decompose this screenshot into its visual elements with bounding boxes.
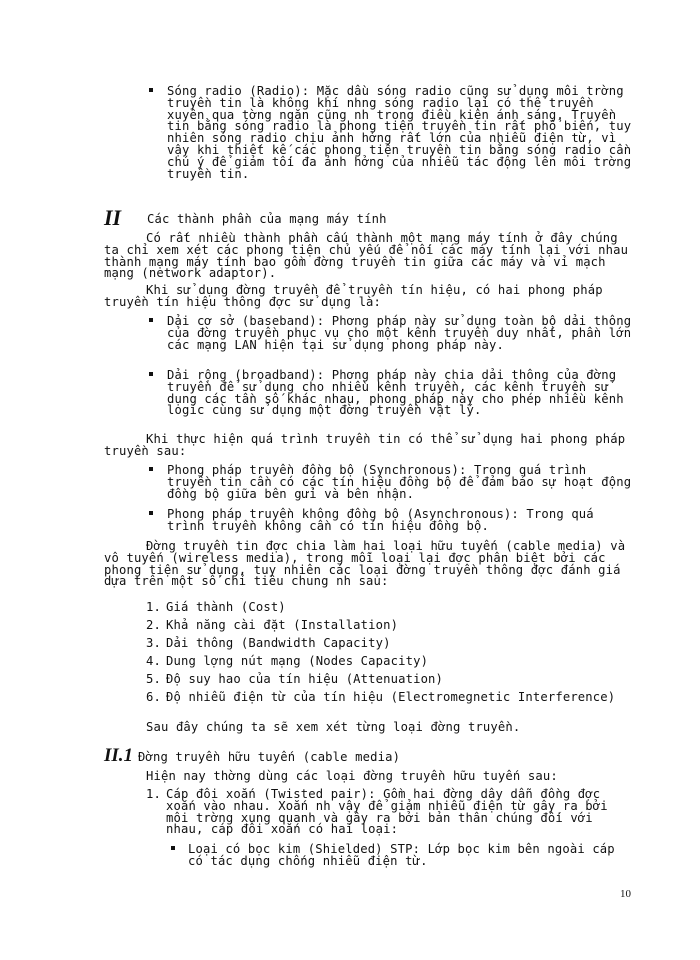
paragraph: Khi thực hiện quá trình truyền tin có thể sử dụng hai phong pháp truyền sau: [104,432,633,458]
radio-paragraph: Sóng radio (Radio): Mặc dầu sóng radio cũng sử dụng môi trờng truyền tin là không khí nhng sóng radio lại có thể truyền xuyên qua tờng ngăn cũng nh trong điều kiện ánh sáng. Truyền tin bằng sóng radio là phong tiện truyền tin rất phổ biến, tuy nhiên sóng radio chịu ảnh hởng rất lớn của nhiễu điện từ, vì vậy khi thiết kế các phong tiện truyền tin bằng sóng radio cần chú ý để giảm tối đa ảnh hởng của nhiễu tác động lên môi trờng truyền tin. [167,84,639,181]
paragraph: Sau đây chúng ta sẽ xem xét từng loại đờng truyền. [146,720,521,734]
stp-bullet: Loại có bọc kim (Shielded) STP: Lớp bọc kim bên ngoài cáp có tác dụng chống nhiễu điện từ. [188,842,623,868]
list-number: 1. [146,787,161,801]
synchronous-bullet: Phong pháp truyền đồng bộ (Synchronous): Trong quá trình truyền tin cần có các tín hiệu đồng bộ để đảm bảo sự hoạt động đồng bộ giữa bên gửi và bên nhận. [167,463,639,501]
bullet-icon [149,511,153,515]
list-number: 2. [146,618,161,632]
list-item [146,692,637,722]
twisted-pair-item: Cáp đôi xoắn (Twisted pair): Gồm hai đờng dây dẫn đồng đợc xoắn vào nhau. Xoắn nh vậy để giảm nhiễu điện từ gây ra bởi môi trờng xung quanh và gây ra bởi bản thân chúng đối với nhau, cáp đôi xoắn có hai loại: [166,787,616,837]
list-text: Dung lợng nút mạng (Nodes Capacity) [166,654,429,668]
bullet-icon [149,318,153,322]
list-text: Độ suy hao của tín hiệu (Attenuation) [166,672,444,686]
bullet-icon [149,467,153,471]
asynchronous-bullet: Phong pháp truyền không đồng bộ (Asynchronous): Trong quá trình truyền không cần có tín hiệu đồng bộ. [167,507,602,533]
list-text: Khả năng cài đặt (Installation) [166,618,399,632]
list-number: 4. [146,654,161,668]
list-number: 1. [146,600,161,614]
bullet-icon [149,88,153,92]
list-text: Giá thành (Cost) [166,600,286,614]
list-text: Độ nhiễu điện từ của tín hiệu (Electromegnetic Interference) [166,690,616,704]
list-number: 3. [146,636,161,650]
list-number: 6. [146,690,161,704]
bullet-icon [149,372,153,376]
paragraph: Hiện nay thờng dùng các loại đờng truyền hữu tuyến sau: [146,769,558,783]
subsection-title: Đờng truyền hữu tuyến (cable media) [138,750,401,764]
subsection-number: II.1 [104,745,134,766]
list-text: Dải thông (Bandwidth Capacity) [166,636,391,650]
criteria-list [146,602,637,722]
baseband-bullet: Dải cơ sở (baseband): Phơng pháp này sử dụng toàn bộ dải thông của đờng truyền phục vụ cho một kênh truyền duy nhất, phần lớn các mạng LAN hiện tại sử dụng phong pháp này. [167,314,639,352]
page-number: 10 [620,888,631,900]
section-number: II [104,205,122,230]
paragraph: Có rất nhiều thành phần cấu thành một mạng máy tính ở đây chúng ta chỉ xem xét các phong tiện chủ yếu để nối các máy tính lại với nhau thành mạng máy tính bao gồm đờng truyền tin giữa các máy và vỉ mạch mạng (network adaptor). [104,231,636,281]
section-title: Các thành phần của mạng máy tính [147,212,387,226]
paragraph: Đờng truyền tin đợc chia làm hai loại hữu tuyến (cable media) và vô tuyến (wireless media), trong mỗi loại lại đợc phân biệt bởi các phong tiện sử dụng, tuy nhiên các loại đờng truyền thông đợc đánh giá dựa trên một số chỉ tiêu chung nh sau: [104,539,633,589]
paragraph: Khi sử dụng đờng truyền để truyền tín hiệu, có hai phong pháp truyền tín hiệu thông đợc sử dụng là: [104,283,611,309]
broadband-bullet: Dải rộng (broadband): Phơng pháp này chia dải thông của đờng truyền để sử dụng cho nhiều kênh truyền, các kênh truyền sử dụng các tần số khác nhau, phong pháp này cho phép nhiều kênh logic cùng sử dụng một đờng truyền vật lý. [167,368,632,418]
list-number: 5. [146,672,161,686]
bullet-icon [171,846,175,850]
